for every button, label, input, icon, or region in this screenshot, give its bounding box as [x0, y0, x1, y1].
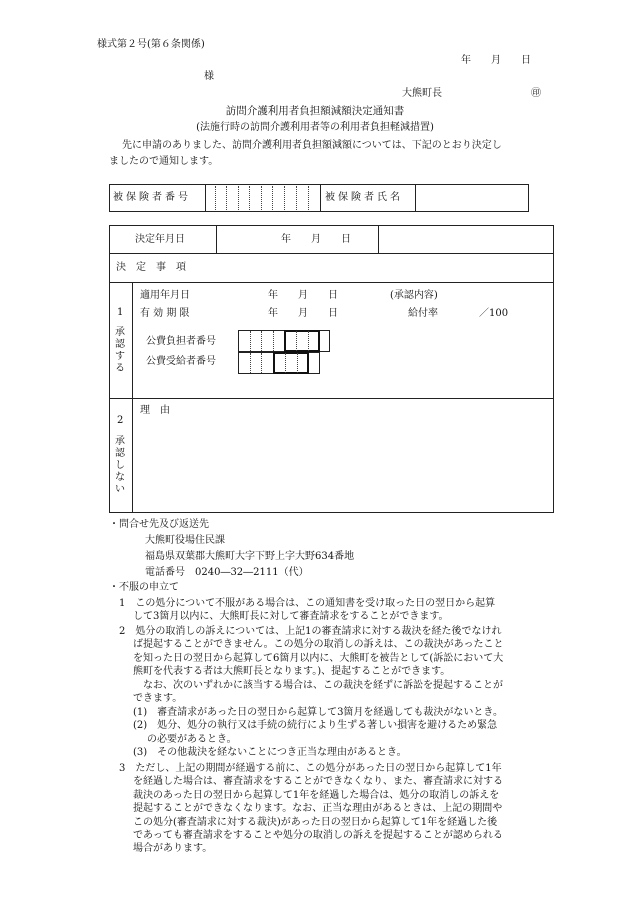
appeal-item-3-line: 場合があります。: [133, 843, 213, 855]
decision-date-value: 年 月 日: [281, 234, 351, 245]
insured-name-label: 被保険者氏名: [325, 192, 403, 203]
benefit-rate-label: 給付率: [408, 308, 438, 319]
recipient-suffix: 様: [204, 71, 214, 82]
appeal-item-3-line: であっても審査請求をすることや処分の取消しの訴えを提起することが認められる: [133, 830, 503, 842]
appeal-item-2-line: 2 処分の取消しの訴えについては、上記1の審査請求に対する裁決を経た後でなけれ: [119, 626, 502, 637]
contact-address: 福島県双葉郡大熊町大字下野上字大野634番地: [145, 551, 355, 562]
deny-label: 承認しない: [115, 436, 125, 495]
contact-heading: ・問合せ先及び返送先: [109, 519, 209, 530]
issuer-name: 大熊町長: [402, 88, 442, 99]
appeal-sub-2-line: (2) 処分、処分の執行又は手続の続行により生ずる著しい損害を避けるため緊急: [133, 720, 498, 732]
appeal-sub-2-line: の必要があるとき。: [147, 733, 237, 745]
appeal-item-2-line: ば提起することができません。この処分の取消しの訴えは、この裁決があったこと: [133, 639, 504, 651]
appeal-item-2: [119, 625, 579, 705]
form-number: 様式第２号(第６条関係): [97, 39, 205, 50]
appeal-sub-1: (1) 審査請求があった日の翌日から起算して3箇月を経過しても裁決がないとき。: [133, 707, 504, 718]
insured-number-label: 被保険者番号: [113, 192, 191, 203]
appeal-item-3: [119, 762, 579, 856]
notice-date: 年 月 日: [461, 55, 531, 66]
deny-number: 2: [117, 415, 124, 426]
appeal-item-1: [119, 597, 579, 624]
seal-mark: ㊞: [531, 88, 541, 99]
decision-items-label: 決 定 事 項: [116, 262, 186, 273]
appeal-sub-3: (3) その他裁決を経ないことにつき正当な理由があるとき。: [133, 747, 407, 759]
contact-phone: 電話番号 0240―32―2111（代）: [145, 567, 309, 578]
appeal-heading: ・不服の申立て: [109, 582, 179, 593]
intro-line-1: 先に申請のありました、訪問介護利用者負担額減額については、下記のとおり決定し: [122, 140, 502, 151]
reason-label: 理 由: [140, 405, 170, 416]
approval-contents-label: (承認内容): [390, 290, 438, 301]
appeal-item-2-line: 熊町を代表する者は大熊町長となります。)、提起することができます。: [133, 666, 451, 678]
approve-label: 承認する: [115, 327, 125, 374]
document-subtitle: (法施行時の訪問介護利用者等の利用者負担軽減措置): [196, 122, 434, 133]
contact-office: 大熊町役場住民課: [145, 535, 225, 546]
appeal-item-3-line: を経過した場合は、審査請求をすることができなくなり、また、審査請求に対する: [133, 776, 503, 788]
apply-date-value: 年 月 日: [268, 290, 338, 301]
appeal-item-2-line: なお、次のいずれかに該当する場合は、この裁決を経ずに訴訟を提起することが: [143, 679, 503, 691]
appeal-item-3-line: 裁決のあった日の翌日から起算して1年を経過した場合は、処分の取消しの訴えを: [133, 789, 500, 801]
approve-number: 1: [117, 307, 124, 318]
apply-date-label: 適用年月日: [140, 290, 190, 301]
appeal-item-2-line: を知った日の翌日から起算して6箇月以内に、大熊町を被告として(訴訟において大: [133, 652, 504, 664]
public-payer-number-label: 公費負担者番号: [146, 336, 216, 347]
public-recipient-number-label: 公費受給者番号: [146, 356, 216, 367]
valid-period-label: 有 効 期 限: [140, 308, 190, 319]
valid-period-value: 年 月 日: [268, 308, 338, 319]
appeal-item-3-line: 3 ただし、上記の期間が経過する前に、この処分があった日の翌日から起算して1年: [119, 763, 502, 774]
benefit-rate-value: ／100: [479, 308, 509, 319]
appeal-item-1-line: 1 この処分について不服がある場合は、この通知書を受け取った日の翌日から起算: [119, 598, 496, 609]
intro-line-2: ましたので通知します。: [109, 156, 219, 167]
appeal-item-2-line: できます。: [133, 693, 183, 705]
appeal-item-3-line: 提起することができなくなります。なお、正当な理由があるときは、上記の期間や: [133, 803, 503, 815]
appeal-sub-items: [133, 706, 593, 760]
appeal-item-1-line: して3箇月以内に、大熊町長に対して審査請求をすることができます。: [133, 611, 449, 623]
appeal-item-3-line: この処分(審査請求に対する裁決)があった日の翌日から起算して1年を経過した後: [133, 816, 498, 828]
document-title: 訪問介護利用者負担額減額決定通知書: [225, 105, 405, 117]
decision-date-label: 決定年月日: [135, 234, 185, 245]
